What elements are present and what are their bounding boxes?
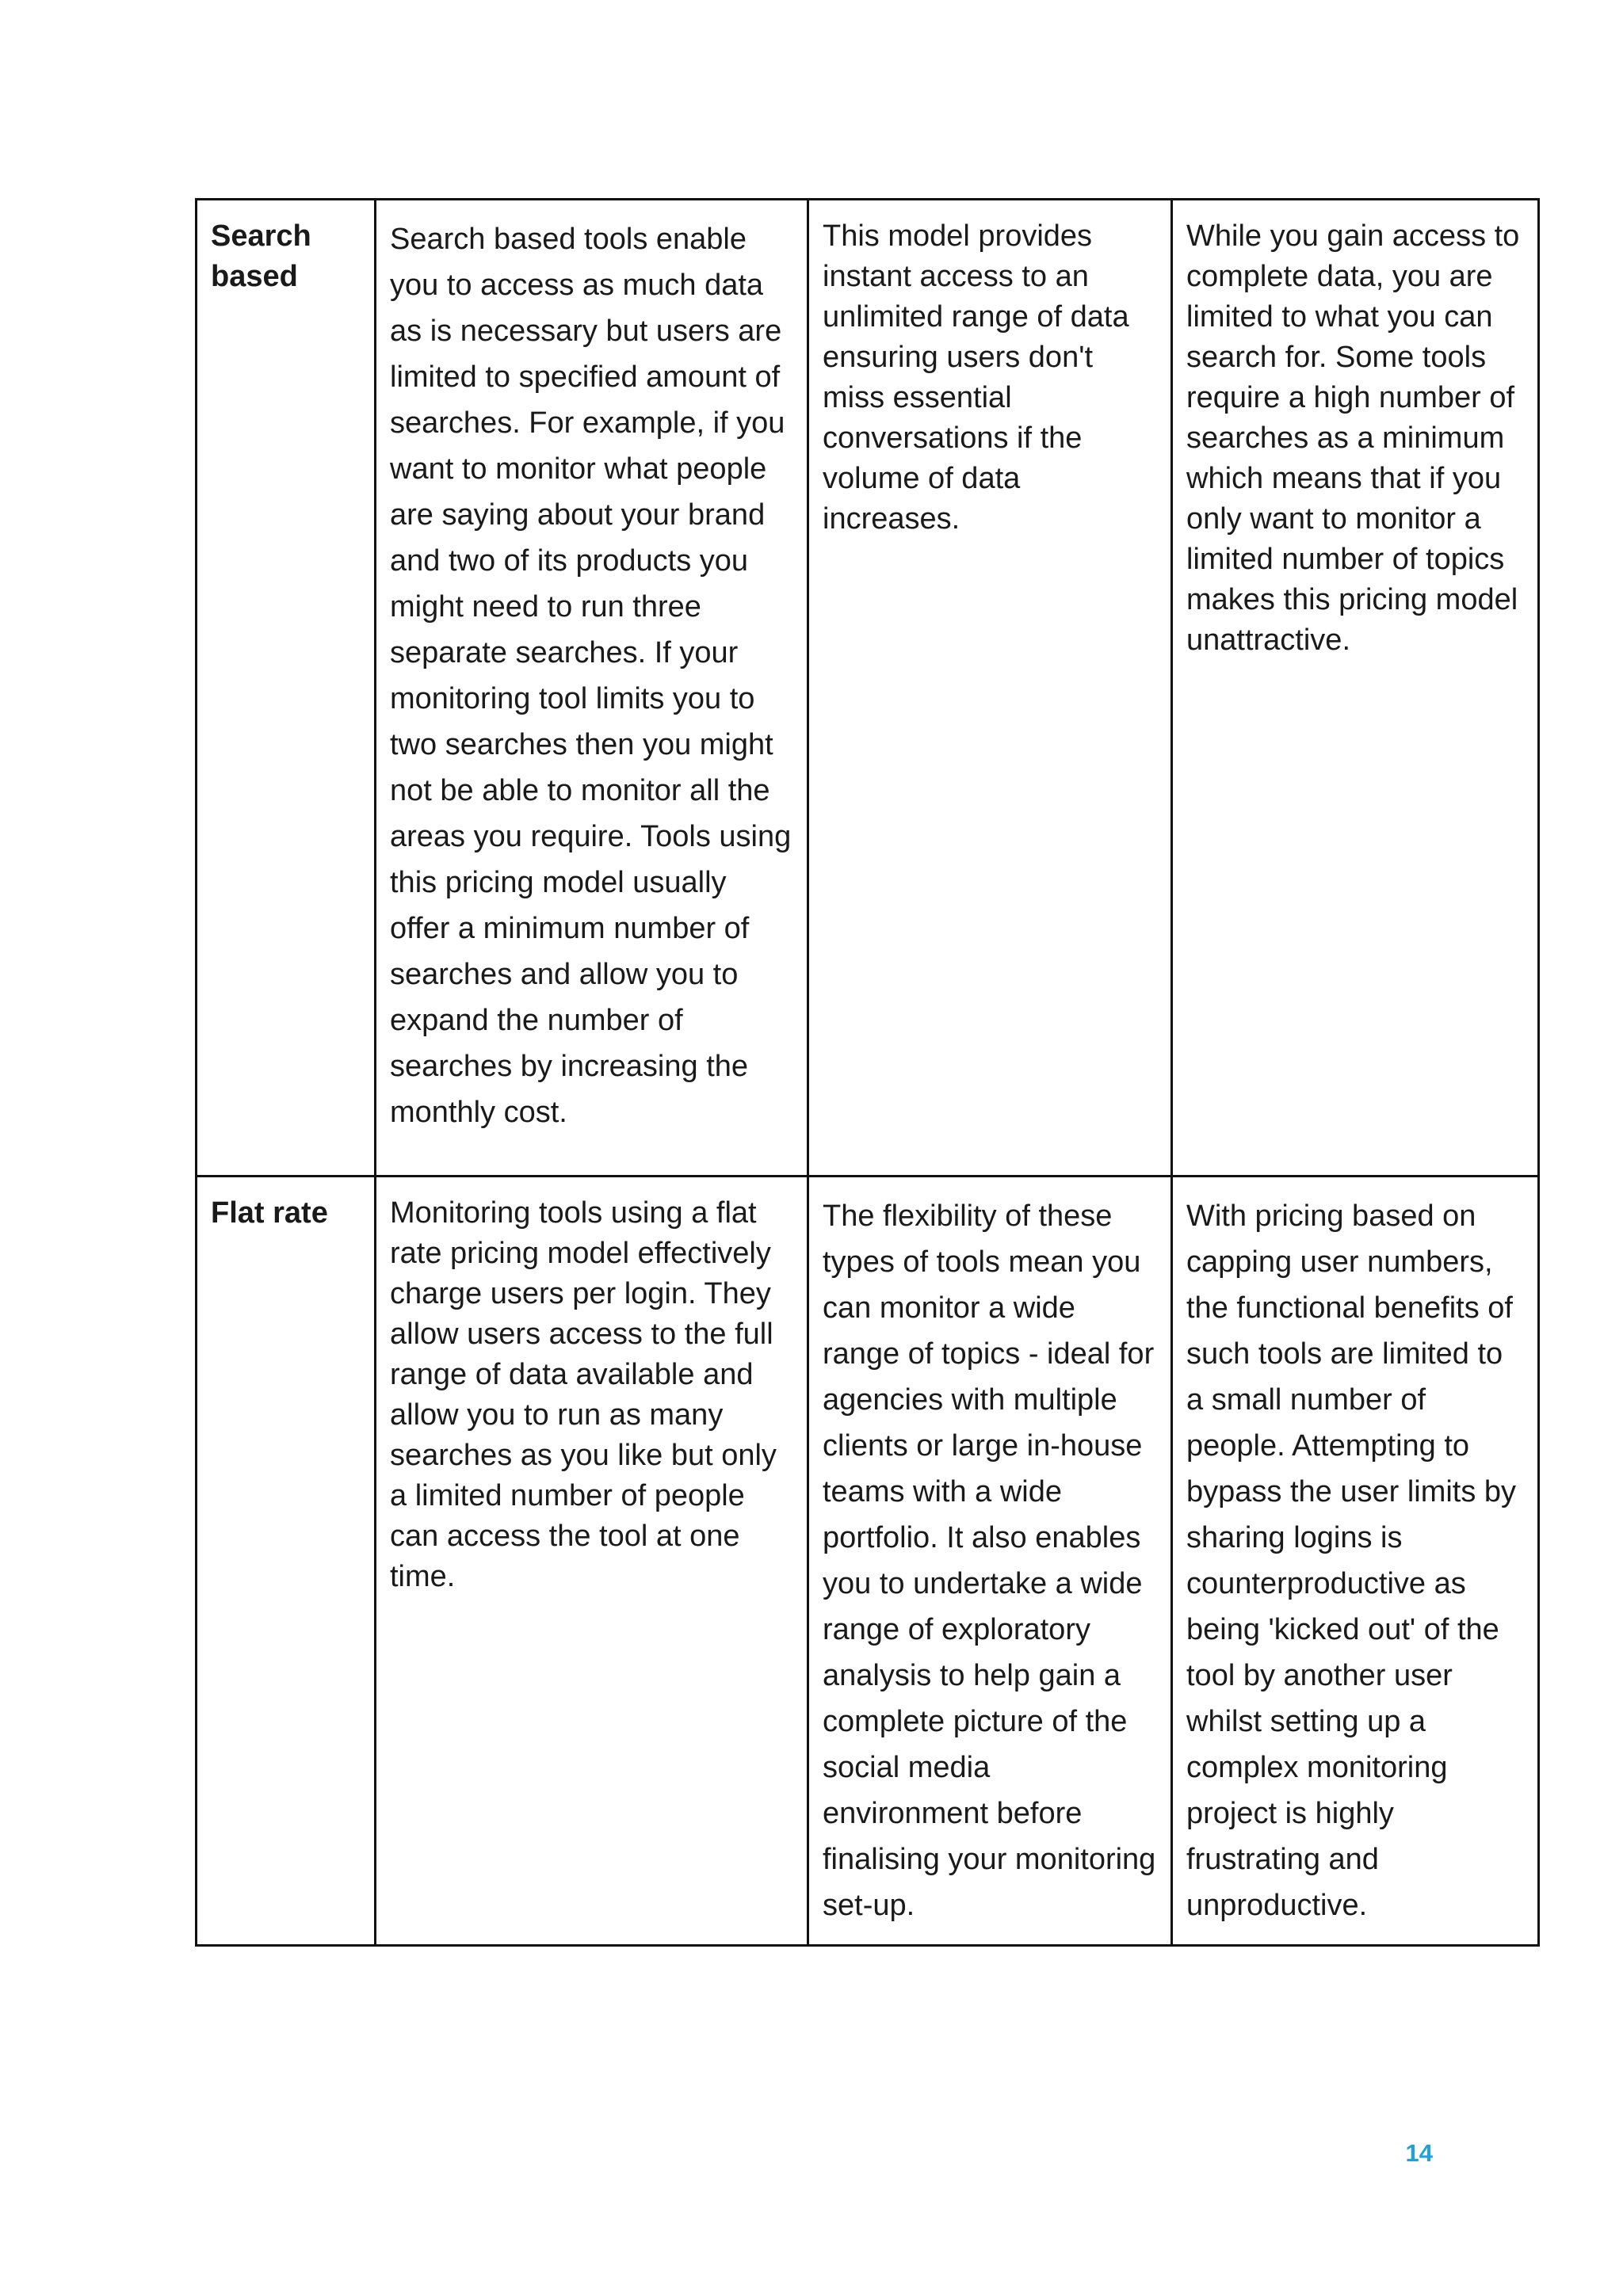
pricing-model-disadvantages [1172,1177,1539,1946]
page-number: 14 [1405,2139,1433,2167]
advantages-text: This model provides instant access to an unlimited range of data ensuring users don't miss essential conversations if the volume of data increases. [823,219,1129,536]
pricing-model-name [197,200,376,1177]
pricing-model-disadvantages [1172,200,1539,1177]
pricing-model-description [376,200,808,1177]
table-row [197,1177,1539,1946]
advantages-text: The flexibility of these types of tools mean you can monitor a wide range of topics - ideal for agencies with multiple clients or large in-house teams with a wide portfolio. It also enables you to undertake a wide range of exploratory analysis to help gain a complete picture of the social media environment before finalising your monitoring set-up. [823,1199,1156,1922]
disadvantages-text: With pricing based on capping user numbers, the functional benefits of such tools are limited to a small number of people. Attempting to bypass the user limits by sharing logins is counterproductive as being 'kicked out' of the tool by another user whilst setting up a complex monitoring project is highly frustrating and unproductive. [1186,1199,1517,1922]
pricing-models-table [195,198,1540,1947]
pricing-model-advantages [808,200,1172,1177]
pricing-model-label: Flat rate [211,1196,328,1230]
description-text: Search based tools enable you to access as much data as is necessary but users are limited to specified amount of searches. For example, if you want to monitor what people are saying about your brand and two of its products you might need to run three separate searches. If your monitoring tool limits you to two searches then you might not be able to monitor all the areas you require. Tools using this pricing model usually offer a minimum number of searches and allow you to expand the number of searches by increasing the monthly cost. [390,223,792,1129]
pricing-model-name [197,1177,376,1946]
pricing-model-description [376,1177,808,1946]
disadvantages-text: While you gain access to complete data, you are limited to what you can search for. Some tools require a high number of searches as a minimum which means that if you only want to monitor a limited number of topics makes this pricing model unattractive. [1186,219,1520,657]
description-text: Monitoring tools using a flat rate pricing model effectively charge users per login. They allow users access to the full range of data available and allow you to run as many searches as you like but only a limited number of people can access the tool at one time. [390,1196,777,1593]
table-row [197,200,1539,1177]
pricing-model-advantages [808,1177,1172,1946]
pricing-model-label: Search based [211,219,311,293]
